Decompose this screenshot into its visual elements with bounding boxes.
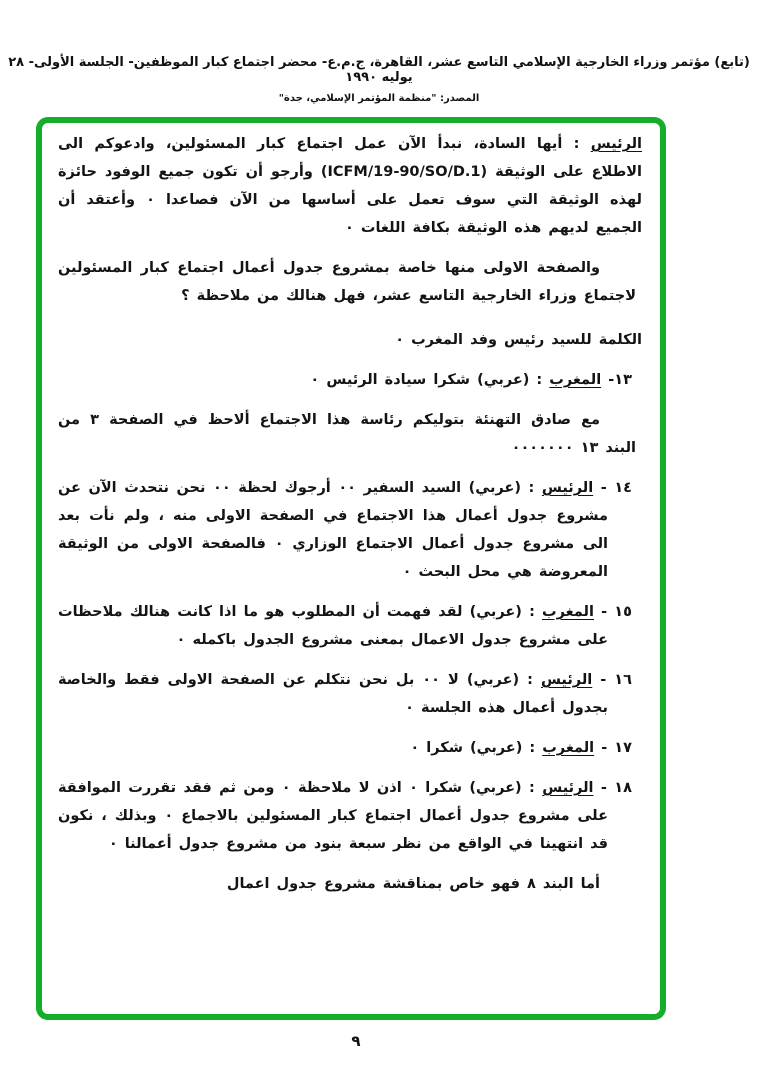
paragraph-agenda-page-one: والصفحة الاولى منها خاصة بمشروع جدول أعمال اجتماع كبار المسئولين لاجتماع وزراء الخارجية التاسع عشر، فهل هنالك من ملاحظة ؟	[58, 260, 636, 304]
page-number: ٩	[351, 1032, 361, 1050]
speech-text: (عربي) شكرا ٠	[410, 740, 523, 756]
speaker-name-chairman: الرئيس	[541, 480, 594, 496]
speaker-separator: :	[529, 372, 550, 388]
speaker-separator: :	[521, 780, 543, 796]
item-number: ١٦ -	[600, 672, 632, 688]
line-floor-to-morocco: الكلمة للسيد رئيس وفد المغرب ٠	[395, 332, 642, 348]
document-title: (تابع) مؤتمر وزراء الخارجية الإسلامي التاسع عشر، القاهرة، ج.م.ع- محضر اجتماع كبار الموظفين- الجلسة الأولى- ٢٨ يوليه ١٩٩٠	[8, 55, 750, 85]
item-18-chairman	[58, 774, 632, 858]
speech-text: (عربي) لا ٠٠ بل نحن نتكلم عن الصفحة الاولى فقط والخاصة بجدول أعمال هذه الجلسة ٠	[58, 672, 608, 716]
item-15-morocco	[58, 598, 632, 654]
speech-text: (عربي) شكرا ٠ اذن لا ملاحظة ٠ ومن ثم فقد تقررت الموافقة على مشروع جدول أعمال اجتماع كبار المسئولين بالاجماع ٠ وبذلك ، نكون قد انتهينا في الواقع من نظر سبعة بنود من مشروع جدول أعمالنا ٠	[58, 780, 608, 852]
speaker-separator: :	[520, 480, 542, 496]
speaker-name-morocco: المغرب	[549, 372, 602, 388]
item-number: ١٨ -	[600, 780, 632, 796]
speaker-separator: :	[562, 136, 591, 152]
item-number: ١٣-	[608, 372, 632, 388]
speech-text: (عربي) شكرا سيادة الرئيس ٠	[310, 372, 530, 388]
document-header	[0, 55, 758, 104]
paragraph-congratulations: مع صادق التهنئة بتوليكم رئاسة هذا الاجتماع ألاحظ في الصفحة ٣ من البند ١٣ ٠٠٠٠٠٠٠	[58, 412, 636, 456]
item-17-morocco	[58, 734, 632, 762]
item-number: ١٥ -	[601, 604, 632, 620]
speaker-name-chairman: الرئيس	[542, 780, 594, 796]
item-number: ١٤ -	[600, 480, 633, 496]
item-14-chairman	[58, 474, 632, 586]
green-highlight-box	[36, 117, 666, 1020]
speech-text: (عربي) السيد السفير ٠٠ أرجوك لحظة ٠٠ نحن نتحدث الآن عن مشروع جدول أعمال هذا الاجتماع في الصفحة الاولى منه ، ولم نأت بعد الى مشروع جدول أعمال الاجتماع الوزاري ٠ فالصفحة الاولى من الوثيقة المعروضة هي محل البحث ٠	[58, 480, 608, 580]
speaker-separator: :	[521, 604, 543, 620]
item-16-chairman	[58, 666, 632, 722]
speaker-separator: :	[522, 740, 543, 756]
item-number: ١٧ -	[601, 740, 632, 756]
speaker-name-chairman: الرئيس	[590, 136, 642, 152]
paragraph-chairman-opening	[58, 130, 642, 242]
document-source: المصدر: "منظمة المؤتمر الإسلامي، جدة"	[278, 93, 480, 104]
item-13-morocco	[58, 366, 632, 394]
speech-text: أيها السادة، نبدأ الآن عمل اجتماع كبار المسئولين، وادعوكم الى الاطلاع على الوثيقة (ICFM/19-90/SO/D.1) وأرجو أن تكون جميع الوفود حائزة لهذه الوثيقة التي سوف تعمل على أساسها من الآن فصاعدا ٠ وأعتقد أن الجميع لديهم هذه الوثيقة بكافة اللغات ٠	[58, 136, 642, 236]
speaker-name-morocco: المغرب	[542, 740, 595, 756]
paragraph-item-8-note: أما البند ٨ فهو خاص بمناقشة مشروع جدول اعمال	[226, 876, 600, 892]
speaker-separator: :	[519, 672, 541, 688]
speech-text: (عربي) لقد فهمت أن المطلوب هو ما اذا كانت هنالك ملاحظات على مشروع جدول الاعمال بمعنى مشروع الجدول باكمله ٠	[58, 604, 608, 648]
speaker-name-morocco: المغرب	[542, 604, 594, 620]
speaker-name-chairman: الرئيس	[540, 672, 593, 688]
